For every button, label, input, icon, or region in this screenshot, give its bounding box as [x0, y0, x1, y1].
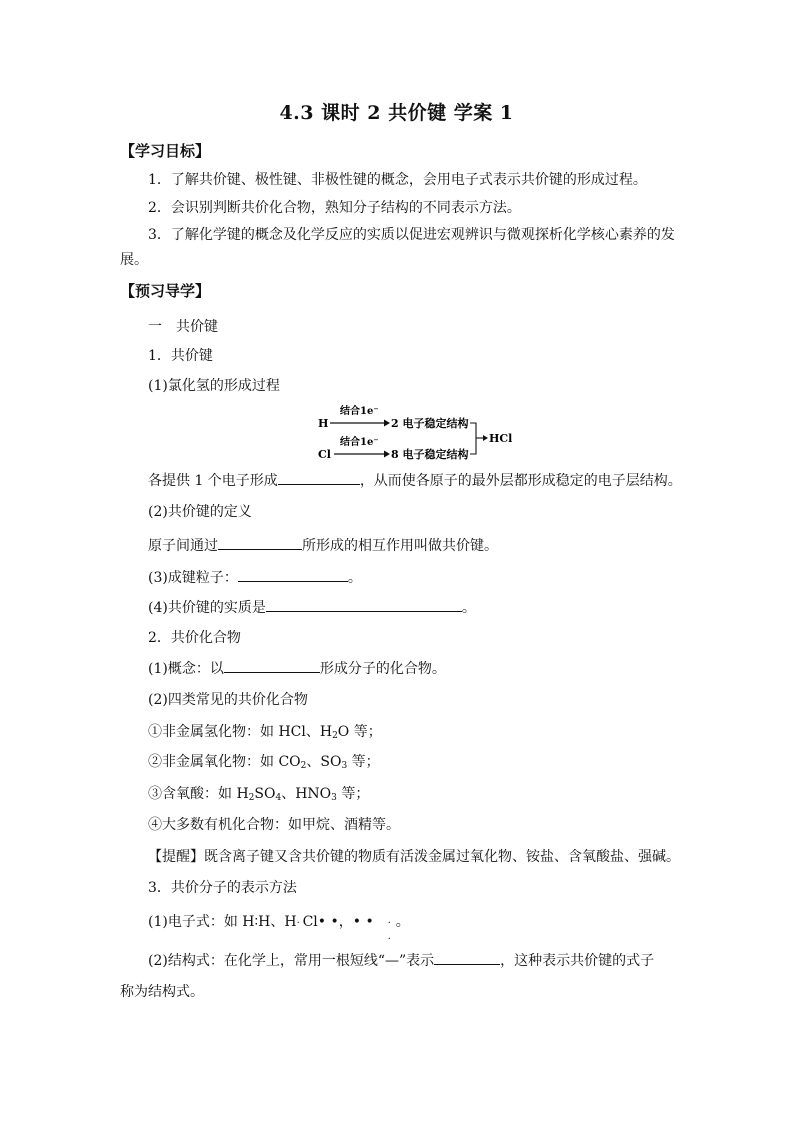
arrow-h-head [384, 420, 390, 427]
page-title: 4.3 课时 2 共价键 学案 1 [279, 102, 514, 124]
objective-3: 3．了解化学键的概念及化学反应的实质以促进宏观辨识与微观探析化学核心素养的发 [148, 227, 675, 243]
objective-2: 2．会识别判断共价化合物，熟知分子结构的不同表示方法。 [148, 200, 521, 216]
merge-arrow-head [483, 435, 488, 441]
structural-formula-cont: 称为结构式。 [120, 984, 204, 1000]
hcl-formation-diagram [318, 402, 518, 464]
text-line-essence: (4)共价键的实质是 。 [148, 597, 476, 618]
compound-type-1: ①非金属氢化物：如 HCl、$H_2O$ 等； [148, 724, 382, 741]
text-line-definition: 原子间通过 所形成的相互作用叫做共价键。 [148, 535, 498, 556]
compound-types-heading: (2)四类常见的共价化合物 [148, 692, 308, 708]
subheading-covalent-bond: 1．共价键 [148, 348, 213, 364]
structural-formula-line: (2)结构式：在化学上，常用一根短线“—”表示 ，这种表示共价键的式子 [148, 950, 654, 971]
text-line-electron-pair: 各提供 1 个电子形成 ，从而使各原子的最外层都形成稳定的电子层结构。 [148, 470, 682, 491]
blank-3[interactable] [238, 567, 348, 582]
compound-type-3: ③含氧酸：如 $H_2SO_4$、$HNO_3$ 等； [148, 786, 370, 803]
text-line-particles: (3)成键粒子： 。 [148, 567, 362, 588]
diagram-arrow-h-label: 结合1e⁻ [340, 406, 379, 417]
compound-type-2: ②非金属氧化物：如 $CO_2$、$SO_3$ 等； [148, 754, 380, 771]
blank-1[interactable] [278, 470, 360, 485]
diagram-h: H [318, 417, 329, 430]
diagram-product: HCl [489, 432, 513, 445]
diagram-result-cl: 8 电子稳定结构 [391, 448, 469, 461]
blank-5[interactable] [224, 658, 320, 673]
diagram-arrow-cl-label: 结合1e⁻ [340, 437, 379, 448]
subheading-covalent-compound: 2．共价化合物 [148, 630, 241, 646]
objective-3-cont: 展。 [120, 252, 148, 268]
blank-6[interactable] [434, 950, 500, 965]
electron-formula-line: (1)电子式：如 H∶H、H · Cl• •，• • · · 。 [148, 914, 410, 945]
section-objectives: 【学习目标】 [120, 142, 211, 160]
definition-heading: (2)共价键的定义 [148, 504, 252, 520]
diagram-cl: Cl [318, 448, 331, 461]
blank-4[interactable] [266, 597, 462, 612]
diagram-result-h: 2 电子稳定结构 [391, 417, 469, 430]
blank-2[interactable] [218, 535, 302, 550]
reminder-note: 【提醒】既含离子键又含共价键的物质有活泼金属过氧化物、铵盐、含氧酸盐、强碱。 [148, 849, 680, 865]
merge-bracket [470, 423, 476, 454]
subheading-representation: 3．共价分子的表示方法 [148, 880, 297, 896]
objective-1: 1．了解共价键、极性键、非极性键的概念，会用电子式表示共价键的形成过程。 [148, 172, 647, 188]
text-line-concept: (1)概念：以 形成分子的化合物。 [148, 658, 446, 679]
part-covalent-bond: 一 共价键 [148, 319, 218, 335]
arrow-cl-head [384, 451, 390, 458]
section-preview: 【预习导学】 [120, 282, 211, 300]
hcl-formation-heading: (1)氯化氢的形成过程 [148, 378, 280, 394]
compound-type-4: ④大多数有机化合物：如甲烷、酒精等。 [148, 817, 400, 833]
